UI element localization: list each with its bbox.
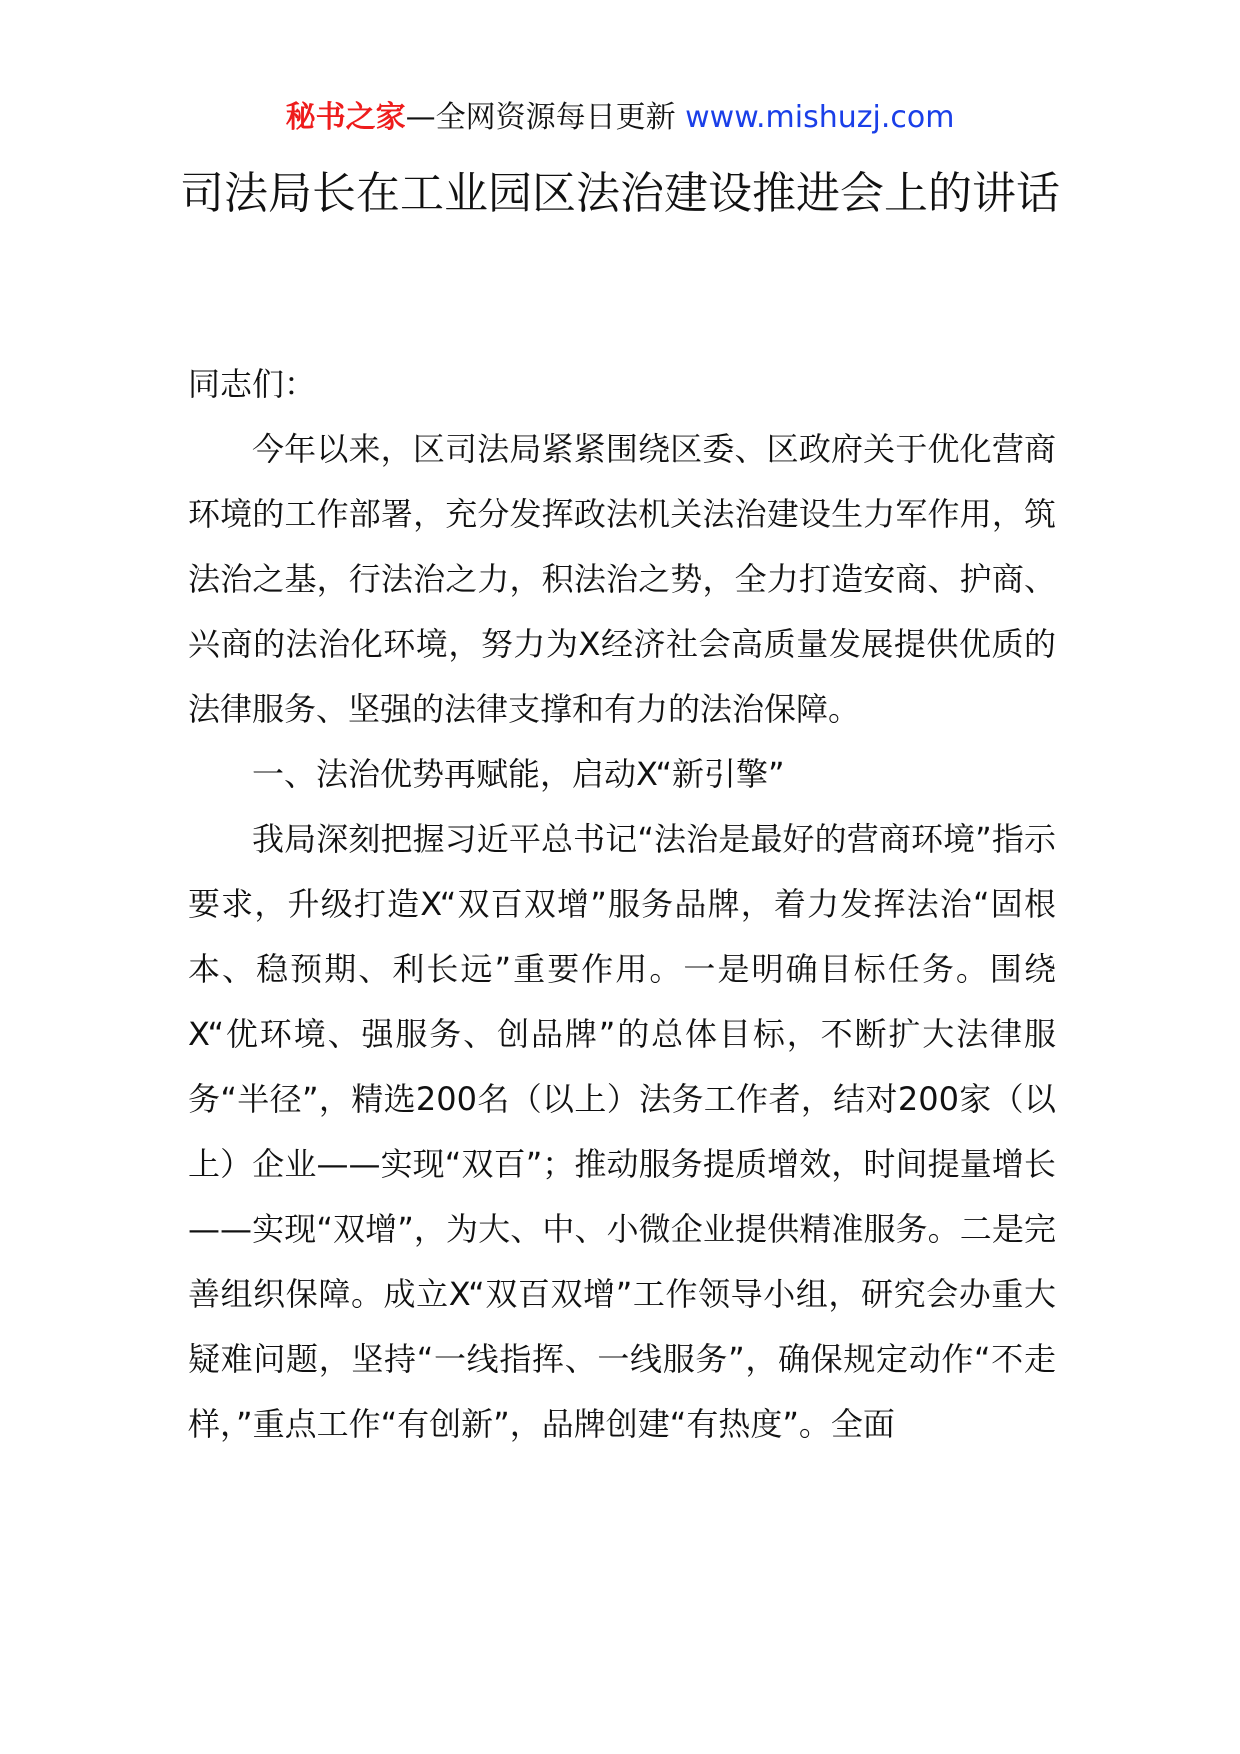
section-paragraph: 我局深刻把握习近平总书记“法治是最好的营商环境”指示要求，升级打造X“双百双增”服务品牌，着力发挥法治“固根本、稳预期、利长远”重要作用。一是明确目标任务。围绕X“优环境、强服务、创品牌”的总体目标，不断扩大法律服务“半径”，精选200名（以上）法务工作者，结对200家（以上）企业——实现“双百”；推动服务提质增效，时间提量增长——实现“双增”，为大、中、小微企业提供精准服务。二是完善组织保障。成立X“双百双增”工作领导小组，研究会办重大疑难问题，坚持“一线指挥、一线服务”，确保规定动作“不走样，”重点工作“有创新”，品牌创建“有热度”。全面: [188, 820, 1056, 1443]
intro-paragraph: 今年以来，区司法局紧紧围绕区委、区政府关于优化营商环境的工作部署，充分发挥政法机关法治建设生力军作用，筑法治之基，行法治之力，积法治之势，全力打造安商、护商、兴商的法治化环境，努力为X经济社会高质量发展提供优质的法律服务、坚强的法律支撑和有力的法治保障。: [188, 430, 1056, 728]
section-heading: 一、法治优势再赋能，启动X“新引擎”: [252, 755, 785, 793]
brand-name: 秘书之家: [285, 100, 406, 135]
salutation: 同志们：: [188, 365, 317, 403]
header-banner: [0, 98, 1240, 138]
document-title: 司法局长在工业园区法治建设推进会上的讲话: [180, 168, 1060, 219]
document-body: [188, 352, 1056, 1457]
header-tagline: —全网资源每日更新: [405, 100, 686, 135]
website-link[interactable]: www.mishuzj.com: [685, 100, 955, 135]
